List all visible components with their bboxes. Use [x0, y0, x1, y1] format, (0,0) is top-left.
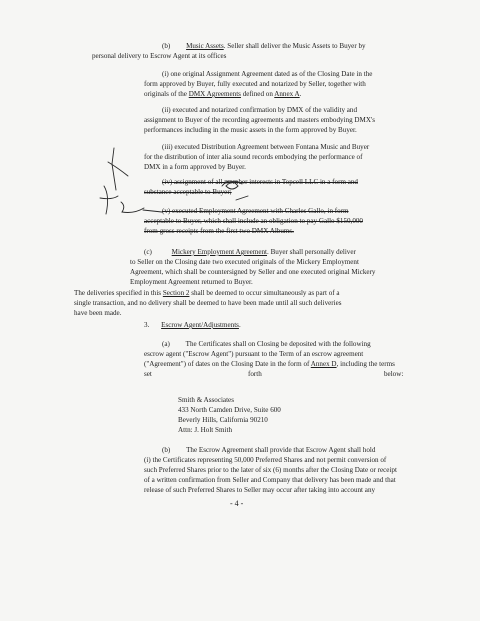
section-2-ref: Section 2 [162, 289, 190, 297]
paragraph-b2-line-5: release of such Preferred Shares to Seller may occur after taking into account any [144, 486, 376, 494]
escrow-agent-name: Smith & Associates [178, 396, 234, 404]
section-3-title: Escrow Agent/Adjustments [161, 321, 239, 329]
deliveries-line-2: single transaction, and no delivery shall be deemed to have been made until all such deliveries [74, 299, 342, 307]
section-3-heading [144, 321, 241, 331]
paragraph-a-label: (a) [162, 340, 170, 348]
paragraph-b-label: (b) [162, 42, 171, 50]
paragraph-b2-line-4: of a written confirmation from Seller and Company that delivery has been made and that [144, 476, 396, 484]
item-i-text: originals of the [144, 90, 189, 98]
item-iv-line-1: (iv) assignment of all member interests in Topcell LLC in a form and [162, 178, 358, 186]
deliveries-line-1 [74, 289, 340, 299]
music-assets-heading: Music Assets [186, 42, 224, 50]
item-v-line-1: (v) executed Employment Agreement with Charles Gallo, in form [162, 207, 349, 215]
page-number: - 4 - [230, 499, 244, 508]
item-i-line-2: form approved by Buyer, fully executed and notarized by Seller, together with [144, 80, 366, 88]
paragraph-a-text-3b: , including the terms [336, 360, 395, 368]
paragraph-c-line-1 [144, 248, 356, 258]
paragraph-c-line-2: to Seller on the Closing date two executed originals of the Mickery Employment [130, 258, 359, 266]
paragraph-c-text: . Buyer shall personally deliver [267, 248, 356, 256]
escrow-agent-street: 433 North Camden Drive, Suite 600 [178, 406, 281, 414]
paragraph-b2-line-1 [162, 446, 375, 456]
item-i-line-1: (i) one original Assignment Agreement dated as of the Closing Date in the [162, 70, 373, 78]
item-v-line-2: acceptable to Buyer, which shall include an obligation to pay Gallo $150,000 [144, 217, 363, 225]
paragraph-a-line-3 [144, 360, 395, 370]
item-iii-line-1: (iii) executed Distribution Agreement between Fontana Music and Buyer [162, 143, 370, 151]
deliveries-text-2: shall be deemed to occur simultaneously as part of a [189, 289, 340, 297]
paragraph-a-forth: forth [248, 370, 262, 378]
paragraph-a-line-1 [162, 340, 371, 350]
item-iii-line-3: DMX in a form approved by Buyer. [144, 163, 246, 171]
deliveries-text: The deliveries specified in this [74, 289, 163, 297]
item-i-text-2: defined on [240, 90, 275, 98]
paragraph-a-text: The Certificates shall on Closing be deposited with the following [185, 340, 371, 348]
deliveries-line-3: have been made. [74, 309, 122, 317]
paragraph-b2-line-3: such Preferred Shares prior to the later of six (6) months after the Closing Date or receipt [144, 466, 397, 474]
escrow-agent-attn: Attn: J. Holt Smith [178, 426, 232, 434]
escrow-agent-city: Beverly Hills, California 90210 [178, 416, 268, 424]
section-3-number: 3. [144, 321, 150, 329]
paragraph-b-line-2: personal delivery to Escrow Agent at its offices [92, 52, 227, 60]
annex-d-ref: Annex D [310, 360, 337, 368]
paragraph-c-line-3: Agreement, which shall be countersigned by Seller and one executed original Mickery [130, 268, 376, 276]
paragraph-a-below: below: [384, 370, 404, 378]
item-ii-line-3: performances including in the music assets in the form approved by Buyer. [144, 126, 357, 134]
item-v-line-3: from gross receipts from the first two DMX Albums. [144, 227, 294, 235]
mickery-agreement-heading: Mickery Employment Agreement [171, 248, 268, 256]
paragraph-a-text-3: ("Agreement") of dates on the Closing Date in the form of [144, 360, 311, 368]
paragraph-a-set: set [144, 370, 152, 378]
item-ii-line-2: assignment to Buyer of the recording agreements and masters embodying DMX's [144, 116, 375, 124]
annex-a-ref: Annex A [274, 90, 300, 98]
paragraph-b2-line-2: (i) the Certificates representing 50,000 Preferred Shares and not permit conversion of [144, 456, 387, 464]
paragraph-b-line-1 [162, 42, 366, 52]
paragraph-c-label: (c) [144, 248, 152, 256]
item-ii-line-1: (ii) executed and notarized confirmation by DMX of the validity and [162, 106, 358, 114]
section-3-period: . [238, 321, 241, 329]
item-i-period: . [299, 90, 302, 98]
paragraph-b-text: . Seller shall deliver the Music Assets to Buyer by [223, 42, 366, 50]
paragraph-b2-label: (b) [162, 446, 171, 454]
item-iii-line-2: for the distribution of inter alia sound records embodying the performance of [144, 153, 363, 161]
item-iv-line-2: substance acceptable to Buyer; [144, 188, 232, 196]
paragraph-b2-text: The Escrow Agreement shall provide that Escrow Agent shall hold [186, 446, 376, 454]
paragraph-c-line-4: Employment Agreement returned to Buyer. [130, 278, 253, 286]
paragraph-a-line-2: escrow agent ("Escrow Agent") pursuant to the Term of an escrow agreement [144, 350, 364, 358]
item-i-line-3 [144, 90, 301, 100]
dmx-agreements-ref: DMX Agreements [188, 90, 241, 98]
